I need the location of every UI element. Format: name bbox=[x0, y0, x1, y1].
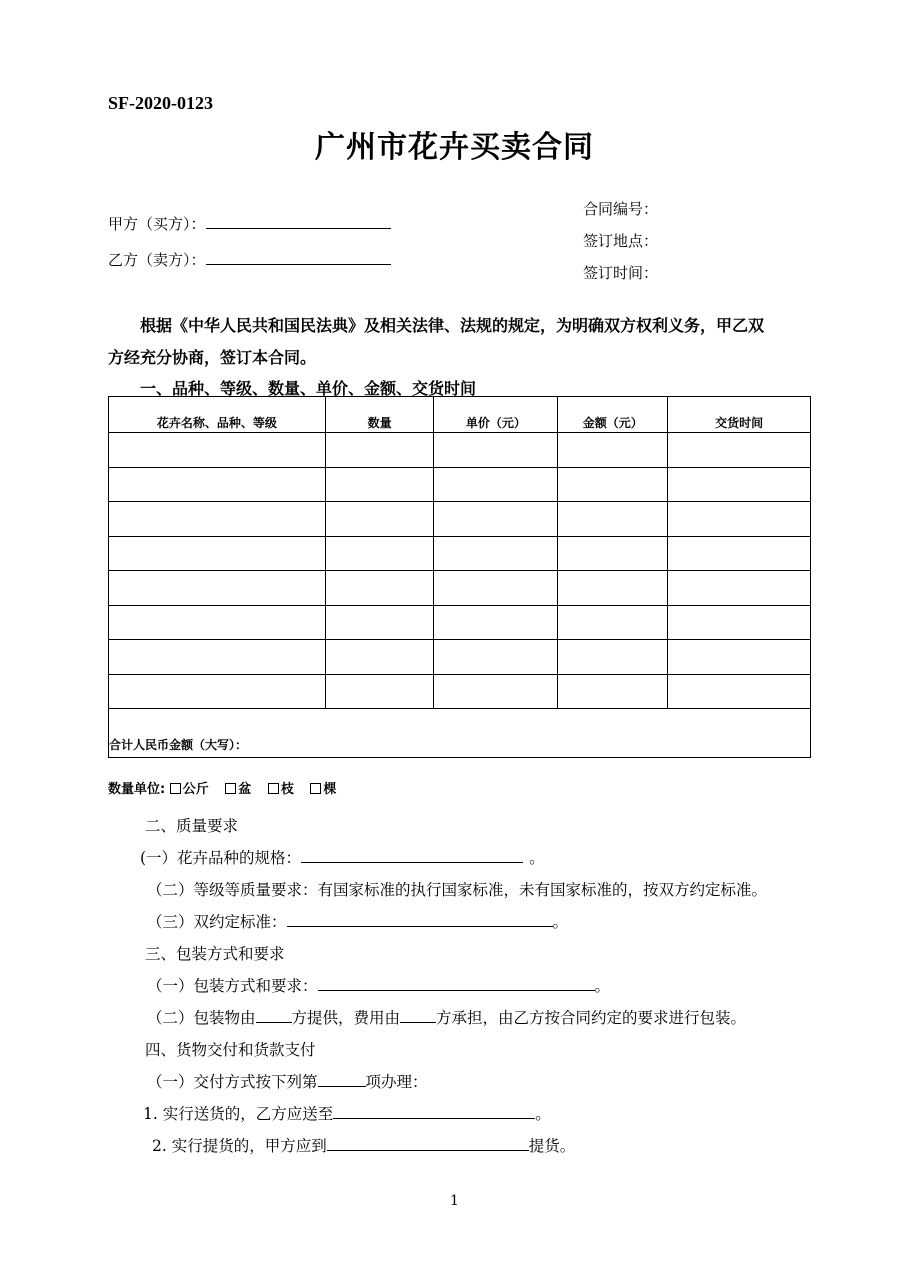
packaging-blank[interactable] bbox=[318, 976, 595, 991]
table-cell[interactable] bbox=[325, 640, 434, 675]
table-cell[interactable] bbox=[558, 605, 668, 640]
intro-line-1: 根据《中华人民共和国民法典》及相关法律、法规的规定，为明确双方权利义务，甲乙双 bbox=[140, 316, 765, 335]
party-b-row bbox=[108, 249, 391, 270]
header-delivery-time: 交货时间 bbox=[668, 397, 811, 433]
delivery-item-2: 2. 实行提货的，甲方应到 提货。 bbox=[152, 1137, 576, 1155]
packaging-method-row: （一）包装方式和要求： 。 bbox=[147, 977, 611, 995]
packaging-material-row: （二）包装物由 方提供，费用由 方承担，由乙方按合同约定的要求进行包装。 bbox=[147, 1009, 747, 1027]
header-amount: 金额（元） bbox=[558, 397, 668, 433]
quantity-units-row bbox=[108, 778, 348, 797]
checkbox-icon[interactable] bbox=[225, 783, 236, 794]
table-row bbox=[109, 571, 811, 606]
party-b-blank[interactable] bbox=[206, 250, 391, 265]
checkbox-icon[interactable] bbox=[310, 783, 321, 794]
table-cell[interactable] bbox=[109, 502, 326, 537]
header-quantity: 数量 bbox=[325, 397, 434, 433]
table-cell[interactable] bbox=[325, 467, 434, 502]
quantity-units-label: 数量单位: bbox=[108, 782, 166, 797]
party-b-label: 乙方（卖方）： bbox=[108, 251, 206, 269]
provider-blank[interactable] bbox=[256, 1008, 292, 1023]
table-cell[interactable] bbox=[434, 605, 558, 640]
delivery-method-row: （一）交付方式按下列第 项办理： bbox=[147, 1073, 428, 1091]
table-cell[interactable] bbox=[668, 674, 811, 709]
table-total-row bbox=[109, 709, 811, 758]
goods-table bbox=[108, 396, 811, 758]
table-cell[interactable] bbox=[558, 433, 668, 468]
table-cell[interactable] bbox=[109, 605, 326, 640]
table-cell[interactable] bbox=[668, 536, 811, 571]
page-title: 广州市花卉买卖合同 bbox=[315, 130, 594, 165]
sign-place-label: 签订地点： bbox=[583, 232, 659, 250]
table-cell[interactable] bbox=[325, 502, 434, 537]
table-cell[interactable] bbox=[434, 571, 558, 606]
table-cell[interactable] bbox=[668, 502, 811, 537]
table-cell[interactable] bbox=[668, 433, 811, 468]
table-cell[interactable] bbox=[558, 571, 668, 606]
section-1-title: 一、品种、等级、数量、单价、金额、交货时间 bbox=[140, 379, 477, 398]
table-cell[interactable] bbox=[109, 536, 326, 571]
section-4-title: 四、货物交付和货款支付 bbox=[145, 1041, 316, 1059]
delivery-destination-blank[interactable] bbox=[333, 1104, 535, 1119]
table-cell[interactable] bbox=[668, 640, 811, 675]
table-row bbox=[109, 467, 811, 502]
table-cell[interactable] bbox=[558, 674, 668, 709]
table-cell[interactable] bbox=[109, 433, 326, 468]
table-row bbox=[109, 640, 811, 675]
unit-option-stem[interactable]: 枝 bbox=[268, 782, 294, 797]
table-header-row bbox=[109, 397, 811, 433]
table-cell[interactable] bbox=[668, 605, 811, 640]
sign-time-label: 签订时间： bbox=[583, 264, 659, 282]
unit-option-kg[interactable]: 公斤 bbox=[170, 782, 209, 797]
unit-option-plant[interactable]: 棵 bbox=[310, 782, 336, 797]
document-code: SF-2020-0123 bbox=[108, 93, 213, 113]
cost-bearer-blank[interactable] bbox=[400, 1008, 436, 1023]
intro-line-2: 方经充分协商，签订本合同。 bbox=[108, 348, 317, 367]
table-cell[interactable] bbox=[434, 502, 558, 537]
table-row bbox=[109, 502, 811, 537]
pickup-location-blank[interactable] bbox=[327, 1136, 529, 1151]
spec-blank[interactable] bbox=[301, 848, 523, 863]
table-cell[interactable] bbox=[434, 640, 558, 675]
table-cell[interactable] bbox=[558, 467, 668, 502]
table-cell[interactable] bbox=[434, 536, 558, 571]
quality-spec-row: (一）花卉品种的规格： 。 bbox=[140, 849, 545, 867]
table-row bbox=[109, 605, 811, 640]
section-3-title: 三、包装方式和要求 bbox=[145, 945, 285, 963]
quality-standard-text: （二）等级等质量要求：有国家标准的执行国家标准，未有国家标准的，按双方约定标准。 bbox=[147, 881, 768, 899]
table-row bbox=[109, 433, 811, 468]
table-cell[interactable] bbox=[325, 674, 434, 709]
unit-option-pot[interactable]: 盆 bbox=[225, 782, 251, 797]
header-unit-price: 单价（元） bbox=[434, 397, 558, 433]
agreed-standard-row: （三）双约定标准： 。 bbox=[147, 913, 569, 931]
table-cell[interactable] bbox=[109, 674, 326, 709]
option-number-blank[interactable] bbox=[318, 1072, 366, 1087]
table-cell[interactable] bbox=[558, 640, 668, 675]
delivery-item-1: 1. 实行送货的，乙方应送至 。 bbox=[143, 1105, 551, 1123]
total-amount-cell[interactable] bbox=[109, 709, 811, 758]
intro-paragraph bbox=[108, 310, 808, 374]
table-row bbox=[109, 674, 811, 709]
table-cell[interactable] bbox=[434, 433, 558, 468]
header-flower-name: 花卉名称、品种、等级 bbox=[109, 397, 326, 433]
table-cell[interactable] bbox=[109, 571, 326, 606]
table-cell[interactable] bbox=[325, 571, 434, 606]
section-2-title: 二、质量要求 bbox=[145, 817, 239, 835]
party-a-label: 甲方（买方）： bbox=[108, 215, 206, 233]
party-a-row bbox=[108, 213, 391, 234]
table-cell[interactable] bbox=[109, 640, 326, 675]
table-cell[interactable] bbox=[668, 467, 811, 502]
checkbox-icon[interactable] bbox=[170, 783, 181, 794]
table-cell[interactable] bbox=[325, 433, 434, 468]
table-cell[interactable] bbox=[109, 467, 326, 502]
party-a-blank[interactable] bbox=[206, 214, 391, 229]
total-amount-label: 合计人民币金额（大写）： bbox=[109, 738, 248, 752]
table-cell[interactable] bbox=[434, 467, 558, 502]
table-row bbox=[109, 536, 811, 571]
checkbox-icon[interactable] bbox=[268, 783, 279, 794]
page-number: 1 bbox=[450, 1193, 459, 1209]
table-cell[interactable] bbox=[434, 674, 558, 709]
table-cell[interactable] bbox=[558, 502, 668, 537]
agreed-standard-blank[interactable] bbox=[287, 912, 553, 927]
table-cell[interactable] bbox=[325, 605, 434, 640]
table-cell[interactable] bbox=[325, 536, 434, 571]
table-cell[interactable] bbox=[558, 536, 668, 571]
table-cell[interactable] bbox=[668, 571, 811, 606]
contract-number-label: 合同编号： bbox=[583, 200, 659, 218]
